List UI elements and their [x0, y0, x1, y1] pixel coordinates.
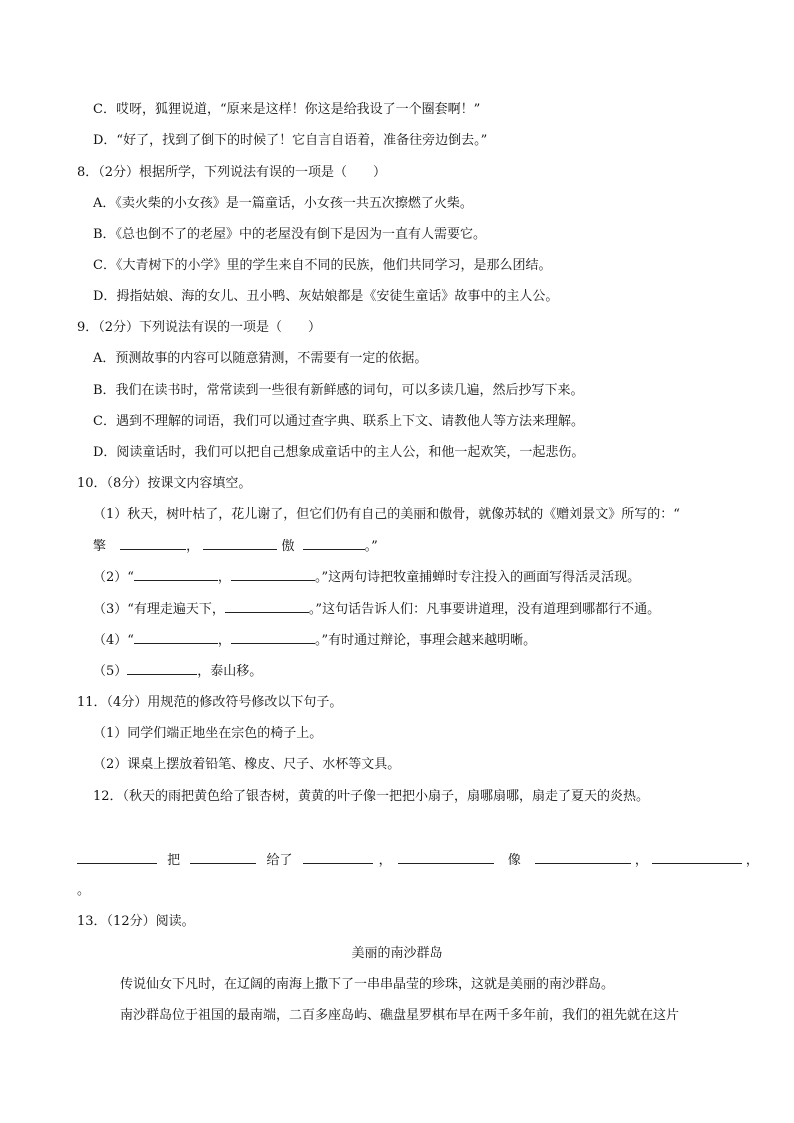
- q10-sub3: [93, 600, 660, 619]
- q11-stem: 11．（4分）用规范的修改符号修改以下句子。: [77, 695, 343, 710]
- q7-option-c: C．哎呀，狐狸说道，“原来是这样！你这是给我设了一个圈套啊！”: [93, 102, 481, 117]
- q10-sub1-line1: （1）秋天，树叶枯了，花儿谢了，但它们仍有自己的美丽和傲骨，就像苏轼的《赠刘景文》所写的：“: [93, 507, 680, 522]
- q10-sub5: [93, 662, 262, 681]
- q8-option-c: C．《大青树下的小学》里的学生来自不同的民族，他们共同学习，是那么团结。: [93, 258, 552, 273]
- q10-sub5-prefix: （5）: [93, 664, 128, 679]
- q12-blank-4[interactable]: [398, 851, 494, 864]
- q8-option-d: D．拇指姑娘、海的女儿、丑小鸭、灰姑娘都是《安徒生童话》故事中的主人公。: [93, 289, 559, 304]
- q10-blank-2[interactable]: [203, 537, 277, 550]
- q12-fill-line: [77, 851, 759, 870]
- q11-sentence-1: （1）同学们端正地坐在宗色的椅子上。: [93, 726, 323, 741]
- q10-blank-5[interactable]: [231, 568, 315, 581]
- q9-option-a: A．预测故事的内容可以随意猜测，不需要有一定的依据。: [93, 351, 428, 366]
- q8-option-a: A．《卖火柴的小女孩》是一篇童话，小女孩一共五次擦燃了火柴。: [93, 196, 473, 211]
- q13-paragraph-1: 传说仙女下凡时，在辽阔的南海上撒下了一串串晶莹的珍珠，这就是美丽的南沙群岛。: [120, 977, 615, 992]
- q10-sub2-end: 。”这两句诗把牧童捕蝉时专注投入的画面写得活灵活现。: [314, 570, 641, 585]
- q9-stem: 9．（2分）下列说法有误的一项是（ ）: [77, 320, 322, 335]
- q7-option-d: D．“好了，找到了倒下的时候了！它自言自语着，准备往旁边倒去。”: [93, 133, 488, 148]
- q12-word-ba: 把: [167, 853, 181, 868]
- q10-sub3-end: 。”这句话告诉人们：凡事要讲道理，没有道理到哪都行不通。: [308, 602, 661, 617]
- q10-sub2-sep: ，: [217, 570, 231, 585]
- q12-comma-2: ，: [634, 853, 648, 868]
- q10-blank-9[interactable]: [127, 662, 197, 675]
- q12-comma-3: ，: [745, 853, 759, 868]
- q13-stem: 13．（12分）阅读。: [77, 914, 195, 929]
- q10-blank-1[interactable]: [120, 537, 186, 550]
- q8-option-b: B．《总也倒不了的老屋》中的老屋没有倒下是因为一直有人需要它。: [93, 227, 487, 242]
- q10-blank-3[interactable]: [303, 537, 365, 550]
- q10-sub3-prefix: （3）“有理走遍天下，: [93, 602, 225, 617]
- q12-blank-1[interactable]: [77, 851, 157, 864]
- q10-sub2-prefix: （2）“: [93, 570, 134, 585]
- q10-sub4-sep: ，: [217, 633, 231, 648]
- q11-sentence-2: （2）课桌上摆放着铅笔、橡皮、尺子、水杯等文具。: [93, 757, 401, 772]
- q10-sub1-sep: ，: [186, 539, 200, 554]
- q12-comma-1: ，: [378, 853, 392, 868]
- q10-sub2: [93, 568, 640, 587]
- q12-word-geile: 给了: [266, 853, 293, 868]
- q9-option-b: B．我们在读书时，常常读到一些很有新鲜感的词句，可以多读几遍，然后抄写下来。: [93, 383, 584, 398]
- q10-blank-7[interactable]: [134, 631, 218, 644]
- q13-passage-title: 美丽的南沙群岛: [351, 946, 443, 961]
- q12-blank-6[interactable]: [652, 851, 742, 864]
- q12-blank-5[interactable]: [535, 851, 631, 864]
- q12-period: 。: [77, 883, 91, 898]
- q12-blank-3[interactable]: [303, 851, 373, 864]
- q10-sub4-prefix: （4）“: [93, 633, 134, 648]
- q9-option-c: C．遇到不理解的词语，我们可以通过查字典、联系上下文、请教他人等方法来理解。: [93, 414, 584, 429]
- q10-sub5-end: ，泰山移。: [197, 664, 263, 679]
- q9-option-d: D．阅读童话时，我们可以把自己想象成童话中的主人公，和他一起欢笑，一起悲伤。: [93, 445, 585, 460]
- q10-blank-8[interactable]: [231, 631, 315, 644]
- q12-blank-2[interactable]: [190, 851, 256, 864]
- q12-word-xiang: 像: [507, 853, 521, 868]
- q10-stem: 10．（8分）按课文内容填空。: [77, 476, 252, 491]
- q10-blank-6[interactable]: [225, 600, 309, 613]
- q10-sub1-char1: 擎: [93, 539, 107, 554]
- q12-stem: 12．（秋天的雨把黄色给了银杏树，黄黄的叶子像一把把小扇子，扇哪扇哪，扇走了夏天的炎热。: [93, 789, 650, 804]
- q10-blank-4[interactable]: [134, 568, 218, 581]
- q10-sub4: [93, 631, 536, 650]
- q10-sub4-end: 。”有时通过辩论，事理会越来越明晰。: [314, 633, 537, 648]
- q8-stem: 8．（2分）根据所学，下列说法有误的一项是（ ）: [77, 165, 387, 180]
- q10-sub1-line2: [93, 537, 378, 556]
- q10-sub1-char2: 傲: [281, 539, 295, 554]
- q10-sub1-end: 。”: [364, 539, 378, 554]
- q13-paragraph-2: 南沙群岛位于祖国的最南端，二百多座岛屿、礁盘星罗棋布早在两千多年前，我们的祖先就在这片: [120, 1008, 680, 1023]
